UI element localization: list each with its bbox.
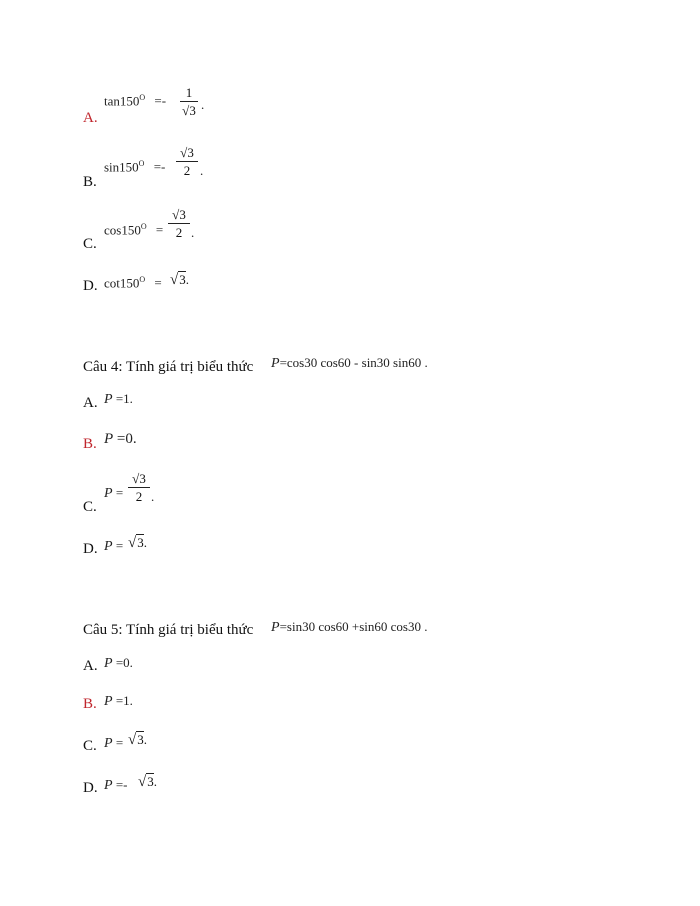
q4-option-d-root bbox=[128, 536, 147, 551]
fraction-bar bbox=[128, 487, 150, 488]
sqrt-symbol: √ bbox=[128, 535, 137, 551]
option-b-label: B. bbox=[83, 174, 97, 190]
q4-option-a-label: A. bbox=[83, 395, 98, 411]
degree-symbol: O bbox=[138, 159, 145, 168]
q5-option-c-expression bbox=[104, 736, 123, 751]
equals-sign: = bbox=[115, 485, 124, 500]
radicand: 3 bbox=[189, 103, 196, 118]
numerator: √3 bbox=[132, 471, 146, 486]
value-text: =0. bbox=[116, 431, 137, 447]
q4-option-b-expression bbox=[104, 432, 137, 447]
degree-symbol: O bbox=[139, 93, 146, 102]
q5-option-c-label: C. bbox=[83, 738, 97, 754]
option-c-fraction bbox=[168, 208, 190, 239]
question-4-stem: Câu 4: Tính giá trị biểu thức bbox=[83, 359, 254, 375]
q5-option-d-label: D. bbox=[83, 780, 98, 796]
q5-option-d-root bbox=[138, 775, 157, 790]
equals-sign: =- bbox=[154, 93, 167, 109]
equals-sign: = bbox=[115, 735, 124, 750]
period: . bbox=[200, 163, 204, 178]
q5-option-c-root bbox=[128, 733, 147, 748]
q4-option-d-expression bbox=[104, 539, 123, 554]
denominator: 2 bbox=[135, 489, 143, 504]
option-a-fraction bbox=[180, 86, 198, 117]
option-d-root bbox=[170, 273, 189, 288]
value-text: =1. bbox=[115, 693, 133, 708]
period: . bbox=[151, 489, 155, 504]
value-text: =1. bbox=[115, 391, 133, 406]
period: . bbox=[143, 732, 147, 747]
q4-option-a-expression bbox=[104, 392, 133, 407]
option-a-expression bbox=[104, 94, 166, 107]
denominator: 2 bbox=[175, 225, 183, 240]
q4-option-c-expression bbox=[104, 486, 123, 501]
period: . bbox=[201, 97, 205, 112]
option-d-label: D. bbox=[83, 278, 98, 294]
radicand: 3 bbox=[139, 471, 146, 486]
fraction-bar bbox=[168, 223, 190, 224]
option-d-expression bbox=[104, 276, 162, 289]
period: . bbox=[191, 225, 195, 240]
formula-text: =sin30 cos60 +sin60 cos30 . bbox=[279, 619, 428, 634]
equals-sign: =- bbox=[115, 777, 128, 792]
numerator: 1 bbox=[185, 85, 193, 100]
question-5-stem: Câu 5: Tính giá trị biểu thức bbox=[83, 622, 254, 638]
fraction-bar bbox=[176, 161, 198, 162]
function-text: cot150 bbox=[104, 275, 140, 291]
q4-option-d-label: D. bbox=[83, 541, 98, 557]
equals-sign: = bbox=[155, 222, 164, 238]
radicand: 3 bbox=[179, 272, 186, 287]
formula-text: =cos30 cos60 - sin30 sin60 . bbox=[279, 355, 428, 370]
function-text: cos150 bbox=[104, 222, 141, 238]
option-c-label: C. bbox=[83, 236, 97, 252]
q5-option-a-expression bbox=[104, 656, 133, 671]
q4-option-c-fraction bbox=[128, 472, 150, 503]
radicand: 3 bbox=[187, 145, 194, 160]
variable-p: P bbox=[104, 539, 113, 554]
equals-sign: =- bbox=[153, 159, 166, 175]
sqrt-symbol: √ bbox=[170, 272, 179, 288]
question-5-formula bbox=[271, 620, 427, 635]
variable-p: P bbox=[271, 620, 280, 635]
variable-p: P bbox=[104, 736, 113, 751]
sqrt-symbol: √ bbox=[138, 774, 147, 790]
equals-sign: = bbox=[154, 275, 162, 291]
question-4-formula bbox=[271, 356, 428, 371]
function-text: sin150 bbox=[104, 159, 139, 175]
function-text: tan150 bbox=[104, 93, 140, 109]
q5-option-b-label: B. bbox=[83, 696, 97, 712]
radicand: 3 bbox=[137, 535, 144, 550]
equals-sign: = bbox=[115, 538, 124, 553]
q4-option-c-label: C. bbox=[83, 499, 97, 515]
option-a-label: A. bbox=[83, 110, 98, 126]
numerator: √3 bbox=[172, 207, 186, 222]
option-b-expression bbox=[104, 160, 165, 173]
denominator: √3 bbox=[182, 103, 196, 118]
variable-p: P bbox=[104, 431, 114, 447]
variable-p: P bbox=[104, 694, 113, 709]
q5-option-d-expression bbox=[104, 778, 127, 793]
variable-p: P bbox=[271, 356, 280, 371]
q5-option-a-label: A. bbox=[83, 658, 98, 674]
period: . bbox=[153, 774, 157, 789]
degree-symbol: O bbox=[140, 222, 147, 231]
sqrt-symbol: √ bbox=[128, 732, 137, 748]
radicand: 3 bbox=[147, 774, 154, 789]
degree-symbol: O bbox=[139, 275, 146, 284]
q5-option-b-expression bbox=[104, 694, 133, 709]
period: . bbox=[185, 272, 189, 287]
value-text: =0. bbox=[115, 655, 133, 670]
radicand: 3 bbox=[137, 732, 144, 747]
q4-option-b-label: B. bbox=[83, 436, 97, 452]
radicand: 3 bbox=[179, 207, 186, 222]
option-c-expression bbox=[104, 223, 163, 236]
fraction-bar bbox=[180, 101, 198, 102]
numerator: √3 bbox=[180, 145, 194, 160]
option-b-fraction bbox=[176, 146, 198, 177]
variable-p: P bbox=[104, 392, 113, 407]
denominator: 2 bbox=[183, 163, 191, 178]
period: . bbox=[143, 535, 147, 550]
variable-p: P bbox=[104, 778, 113, 793]
variable-p: P bbox=[104, 486, 113, 501]
variable-p: P bbox=[104, 656, 113, 671]
